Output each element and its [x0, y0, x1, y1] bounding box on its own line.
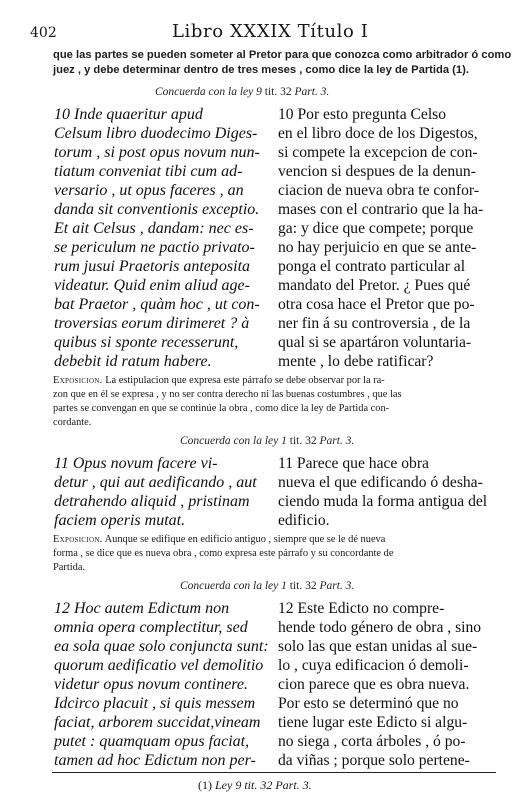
exposition-line: partes se convengan en que se continúe la obra , como dice la ley de Partida con-: [53, 403, 390, 414]
spanish-line: Por esto se determinó que no: [278, 695, 459, 712]
spanish-line: ponga el contrato particular al: [278, 258, 466, 275]
latin-line: ea sola quae solo conjuncta sunt:: [54, 638, 269, 655]
page-number: 402: [30, 25, 57, 41]
latin-line: danda sit conventionis exceptio.: [54, 201, 260, 218]
spanish-line: hende todo género de obra , sino: [278, 619, 482, 636]
latin-line: Et ait Celsus , dandam: nec es-: [54, 220, 254, 237]
latin-line: troversias eorum dirimeret ? à: [54, 315, 250, 332]
latin-line: detrahendo aliquid , pristinam: [54, 493, 250, 510]
spanish-line: mente , lo debe ratificar?: [278, 353, 434, 370]
spanish-line: ciacion de nueva obra te confor-: [278, 182, 480, 199]
latin-line: putet : quamquam opus faciat,: [54, 733, 250, 750]
latin-line: rum jusui Praetoris anteposita: [54, 258, 251, 275]
spanish-line: solo las que estan unidas al sue-: [278, 638, 478, 655]
spanish-line: vencion si despues de la denun-: [278, 163, 476, 180]
spanish-line: no hay perjuicio en que se ante-: [278, 239, 477, 256]
exposition-line: Exposicion. La estipulacion que expresa este párrafo se debe observar por la ra-: [53, 375, 385, 386]
footnote: (1) Ley 9 tit. 32 Part. 3.: [198, 778, 312, 792]
latin-line: omnia opera complectitur, sed: [54, 619, 248, 636]
latin-line: Idcirco placuit , si quis messem: [54, 695, 256, 712]
latin-line: 11 Opus novum facere vi-: [54, 455, 218, 472]
intro-line-1: que las partes se pueden someter al Pretor para que conozca como arbitrador ó como: [53, 49, 512, 61]
spanish-line: ga: y dice que compete; porque: [278, 220, 474, 237]
spanish-line: edificio.: [278, 512, 330, 529]
latin-line: videatur. Quid enim aliud age-: [54, 277, 250, 294]
spanish-line: lo , cuya edificacion ó demoli-: [278, 657, 469, 674]
latin-line: Celsum libro duodecimo Diges-: [54, 125, 258, 142]
latin-line: bat Praetor , quàm hoc , ut con-: [54, 296, 260, 313]
spanish-line: da viñas ; porque solo pertene-: [278, 752, 470, 769]
exposition-line: Partida.: [53, 562, 86, 573]
latin-line: quorum aedificatio vel demolitio: [54, 657, 264, 674]
latin-line: debebit id ratum habere.: [54, 353, 212, 370]
page-title: Libro XXXIX Título I: [172, 21, 369, 42]
spanish-line: otra cosa hace el Pretor que po-: [278, 296, 475, 313]
spanish-line: tiene lugar este Edicto si algu-: [278, 714, 468, 731]
exposition-line: forma , se dice que es nueva obra , como expresa este párrafo y su concordante de: [53, 548, 394, 559]
latin-line: videtur opus novum continere.: [54, 676, 249, 693]
latin-line: detur , qui aut aedificando , aut: [54, 474, 257, 491]
exposition-label: Exposicion.: [53, 534, 103, 545]
spanish-line: cion parece que es obra nueva.: [278, 676, 470, 693]
spanish-line: ner fin á su controversia , de la: [278, 315, 471, 332]
exposition-line: Exposicion. Aunque se edifique en edificio antiguo , siempre que se le dé nueva: [53, 534, 386, 545]
latin-line: tiatum conveniat tibi cum ad-: [54, 163, 243, 180]
exposition-label: Exposicion.: [53, 375, 103, 386]
spanish-line: ciendo muda la forma antigua del: [278, 493, 488, 510]
latin-line: tamen ad hoc Edictum non per-: [54, 752, 256, 769]
concordance-3: Concuerda con la ley 1 tit. 32 Part. 3.: [180, 580, 355, 592]
latin-line: faciat, arborem succidat,vineam: [54, 714, 261, 731]
concordance-2: Concuerda con la ley 1 tit. 32 Part. 3.: [180, 435, 355, 447]
intro-line-2: juez , y debe determinar dentro de tres meses , como dice la ley de Partida (1).: [53, 64, 469, 76]
spanish-line: qual si se apartáron voluntaria-: [278, 334, 472, 351]
concordance-1: Concuerda con la ley 9 tit. 32 Part. 3.: [155, 86, 330, 98]
spanish-line: mandato del Pretor. ¿ Pues qué: [278, 277, 471, 294]
spanish-line: 11 Parece que hace obra: [278, 455, 429, 472]
spanish-line: en el libro doce de los Digestos,: [278, 125, 478, 142]
exposition-line: cordante.: [53, 417, 92, 428]
spanish-line: 12 Este Edicto no compre-: [278, 600, 445, 617]
latin-line: 12 Hoc autem Edictum non: [54, 600, 230, 617]
exposition-line: zon que en él se expresa , y no ser contra derecho ni las buenas costumbres , que las: [53, 389, 402, 400]
latin-line: torum , si post opus novum nun-: [54, 144, 260, 161]
latin-line: quibus si sponte recesserunt,: [54, 334, 239, 351]
latin-line: faciem operis mutat.: [54, 512, 186, 529]
latin-line: se periculum ne pactio privato-: [54, 239, 255, 256]
spanish-line: mases con el contrario que la ha-: [278, 201, 484, 218]
spanish-line: no siega , corta árboles , ó po-: [278, 733, 466, 750]
spanish-line: nueva el que edificando ó desha-: [278, 474, 483, 491]
spanish-line: si compete la excepcion de con-: [278, 144, 478, 161]
latin-line: 10 Inde quaeritur apud: [54, 106, 203, 123]
footnote-rule: [52, 772, 496, 773]
latin-line: versario , ut opus faceres , an: [54, 182, 244, 199]
spanish-line: 10 Por esto pregunta Celso: [278, 106, 447, 123]
